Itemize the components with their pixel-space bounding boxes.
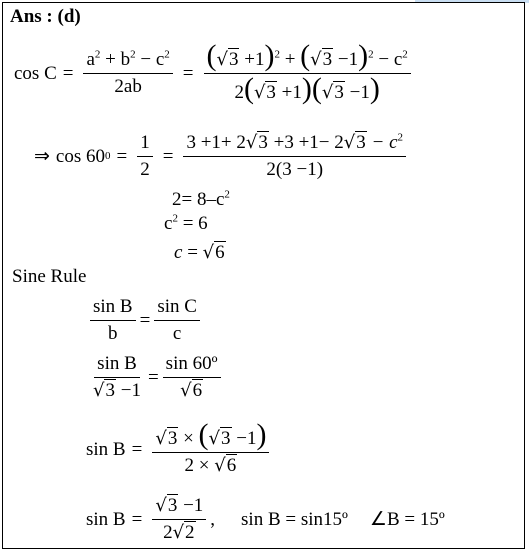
equation-line-3: c = √6 [174, 242, 225, 263]
equals-sign: = [116, 145, 128, 167]
substituted-fraction: $\frac{(√3 +1)^2 + (√3 -1)^2 - c^2}{2(√3 +1)(√3 -1)}$ [204, 44, 411, 103]
sinb-label: sin B [86, 438, 126, 460]
cos-c-label: cos C [14, 62, 57, 84]
equals-sign: = [147, 366, 159, 388]
sine-substitution-line [86, 348, 225, 406]
sinb-fraction: $\frac{\text{sin B}}{√3 -1}$ [93, 352, 141, 401]
angle-icon: ∠ [369, 508, 387, 530]
final-fraction: $\frac{√3 -1}{2√2}$ [152, 496, 206, 543]
sinb-over-b: $\frac{\text{sin B}}{b}$ [90, 297, 136, 344]
sinc-over-c: $\frac{\text{sin C}}{c}$ [154, 297, 200, 344]
cos60-label: cos 60 [55, 145, 105, 167]
sinb-label: sin B [86, 508, 126, 530]
final-result-line [86, 488, 445, 550]
equals-sign: = [131, 438, 143, 460]
cos60-line: ⇒ cos 60 0 = $\frac{1}{2}$ = $\frac{3 +1+ 2√3 +3 +1- 2√3 - c^2}{2(3 -1)}$ [34, 124, 410, 188]
equals-sign: = [131, 508, 143, 530]
equals-sign: = [182, 62, 194, 84]
equals-sign: = [62, 62, 74, 84]
equation-line-2: $c^2 = 6$ [164, 212, 208, 234]
sinb-expression-fraction: $\frac{√3 \times (√3 -1)}{2 \times √6}$ [152, 423, 269, 476]
equation-line-1: $2= 8-c^2$ [172, 188, 230, 210]
cosine-fraction: $\frac{a^2 + b^2 - c^2}{2ab}$ [83, 50, 172, 97]
cosine-rule-line [14, 38, 415, 108]
equals-sign: = [139, 309, 151, 331]
answer-heading: Ans : (d) [10, 6, 81, 27]
sinb-expression-line [86, 414, 273, 484]
half-fraction: $\frac{1}{2}$ [137, 133, 153, 180]
expanded-fraction: $\frac{3 +1+ 2√3 +3 +1- 2√3 - c^2}{2(3 -1)}$ [183, 133, 406, 180]
sinb-equals-sin15: sin B = sin15º [241, 508, 348, 530]
angle-b-result: B = 15º [386, 508, 445, 530]
sine-rule-title: Sine Rule [12, 266, 87, 287]
comma: , [210, 508, 216, 530]
sine-rule-line [86, 292, 204, 348]
implies-arrow: ⇒ [34, 145, 50, 167]
equals-sign: = [162, 145, 174, 167]
sin60-fraction: $\frac{\text{sin 60º}}{√6}$ [163, 354, 221, 401]
